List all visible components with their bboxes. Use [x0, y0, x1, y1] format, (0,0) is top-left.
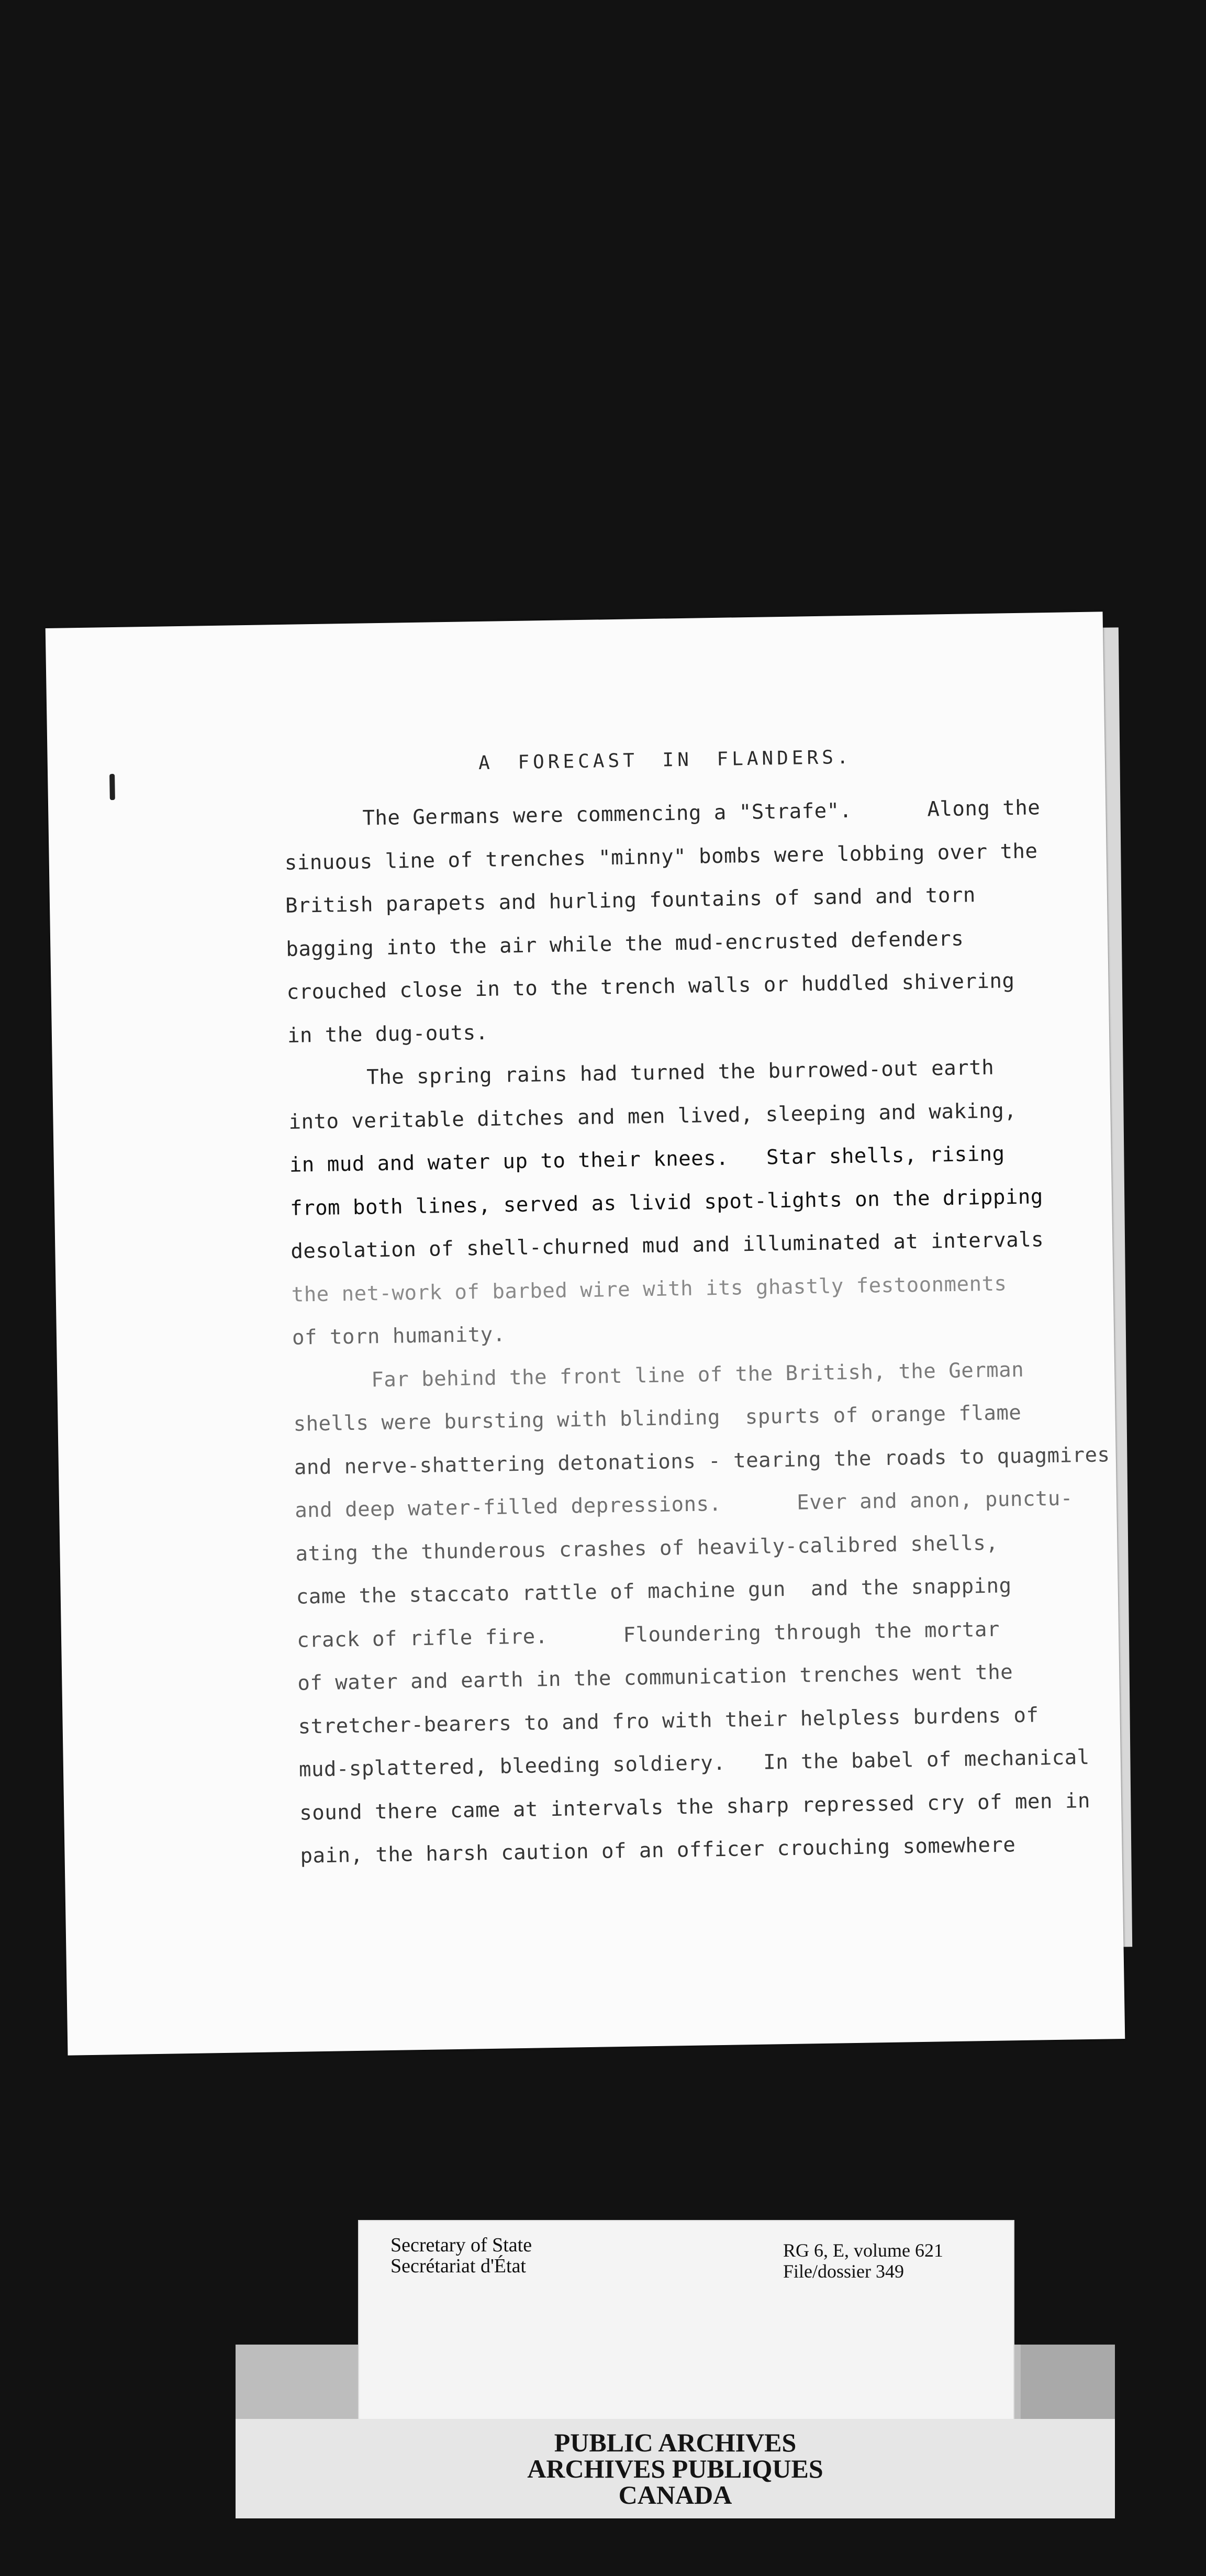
text-line: in mud and water up to their knees. Star shells, rising — [289, 1142, 1005, 1177]
label-reference — [783, 2240, 943, 2282]
archive-label — [358, 2220, 1014, 2421]
stamp-line-3: CANADA — [618, 2480, 732, 2510]
stamp-line-1: PUBLIC ARCHIVES — [554, 2428, 797, 2457]
department-french: Secrétariat d'État — [390, 2255, 526, 2277]
text-line: and nerve-shattering detonations - tearing the roads to quagmires — [294, 1442, 1110, 1480]
record-group: RG 6, E, volume 621 — [783, 2240, 943, 2261]
paragraph-2 — [209, 1045, 1093, 1361]
text-line: stretcher-bearers to and fro with their helpless burdens of — [298, 1703, 1039, 1739]
text-line: crouched close in to the trench walls or huddled shivering — [286, 969, 1015, 1004]
text-line: shells were bursting with blinding spurts of orange flame — [293, 1401, 1022, 1436]
text-line: sound there came at intervals the sharp repressed cry of men in — [299, 1789, 1091, 1825]
text-line: The spring rains had turned the burrowed-out earth — [366, 1056, 995, 1090]
text-line: came the staccato rattle of machine gun and the snapping — [296, 1574, 1012, 1609]
paragraph-3 — [214, 1347, 1110, 1879]
text-line: in the dug-outs. — [287, 1020, 488, 1048]
label-department — [390, 2235, 532, 2277]
text-line: desolation of shell-churned mud and illuminated at intervals — [291, 1228, 1044, 1263]
text-line: pain, the harsh caution of an officer crouching somewhere — [300, 1833, 1016, 1868]
archive-stamp — [236, 2419, 1115, 2518]
text-line: into veritable ditches and men lived, sleeping and waking, — [288, 1098, 1017, 1134]
text-line: crack of rifle fire. Floundering through the mortar — [296, 1617, 1000, 1652]
text-line: bagging into the air while the mud-encrusted defenders — [286, 927, 964, 961]
typed-page — [46, 612, 1125, 2055]
text-line: Far behind the front line of the British, the German — [371, 1358, 1024, 1392]
text-line: from both lines, served as livid spot-lights on the dripping — [289, 1184, 1044, 1220]
text-line: The Germans were commencing a "Strafe". Along the — [362, 796, 1041, 830]
text-line: British parapets and hurling fountains of sand and torn — [285, 883, 976, 918]
document-title: A FORECAST IN FLANDERS. — [478, 746, 852, 774]
text-line: sinuous line of trenches "minny" bombs were lobbing over the — [284, 839, 1038, 875]
text-line: of water and earth in the communication trenches went the — [297, 1660, 1013, 1695]
text-line: mud-splattered, bleeding soldiery. In the babel of mechanical — [298, 1745, 1090, 1782]
stamp-line-2: ARCHIVES PUBLIQUES — [527, 2454, 823, 2483]
text-line: the net-work of barbed wire with its ghastly festoonments — [291, 1271, 1007, 1307]
file-number: File/dossier 349 — [783, 2261, 904, 2282]
department-english: Secretary of State — [390, 2234, 532, 2256]
text-line: and deep water-filled depressions. Ever and anon, punctu- — [294, 1486, 1074, 1523]
paragraph-1 — [205, 786, 1089, 1059]
typed-text — [204, 732, 1110, 1880]
margin-mark — [109, 774, 115, 800]
text-line: of torn humanity. — [292, 1323, 506, 1350]
text-line: ating the thunderous crashes of heavily-calibred shells, — [295, 1531, 999, 1566]
